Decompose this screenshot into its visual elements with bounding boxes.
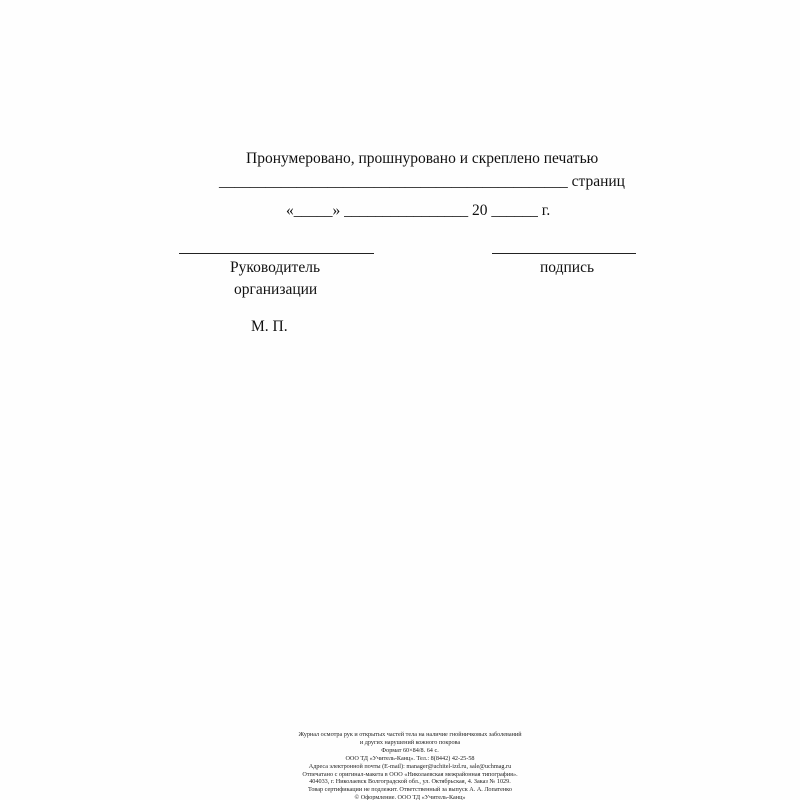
certification-heading: Пронумеровано, прошнуровано и скреплено печатью [246,150,599,167]
signature-label: подпись [540,259,595,276]
date-line: «_____» ________________ 20 ______ г. [286,202,551,219]
imprint-line: ООО ТД «Учитель-Канц». Тел.: 8(8442) 42-25-58 [345,754,475,762]
imprint-line: Журнал осмотра рук и открытых частей тела на наличие гнойничковых заболеваний [298,731,522,738]
imprint-line: Отпечатано с оригинал-макета в ООО «Николаевская межрайонная типография». [302,770,518,778]
pages-count-line: _____________________________________________ страниц [219,173,625,190]
organization-label: организации [234,281,318,298]
imprint-line: и других нарушений кожного покрова [359,738,461,746]
imprint-line: © Оформление. ООО ТД «Учитель-Канц» [354,794,466,800]
imprint-line: Адреса электронной почты (E-mail): manager@uchitel-izd.ru, sale@uchmag.ru [308,762,512,770]
imprint-line: Товар сертификации не подлежит. Ответственный за выпуск А. А. Лопатенко [308,786,512,794]
head-signature-rule [179,253,374,254]
stamp-place-label: М. П. [251,318,288,335]
signature-rule [492,253,636,254]
imprint-block [200,731,620,800]
head-label: Руководитель [230,259,321,276]
imprint-line: Формат 60×84/8. 64 с. [381,746,439,754]
imprint-line: 404033, г. Николаевск Волгоградской обл., ул. Октябрьская, 4. Заказ № 1029. [309,778,511,786]
